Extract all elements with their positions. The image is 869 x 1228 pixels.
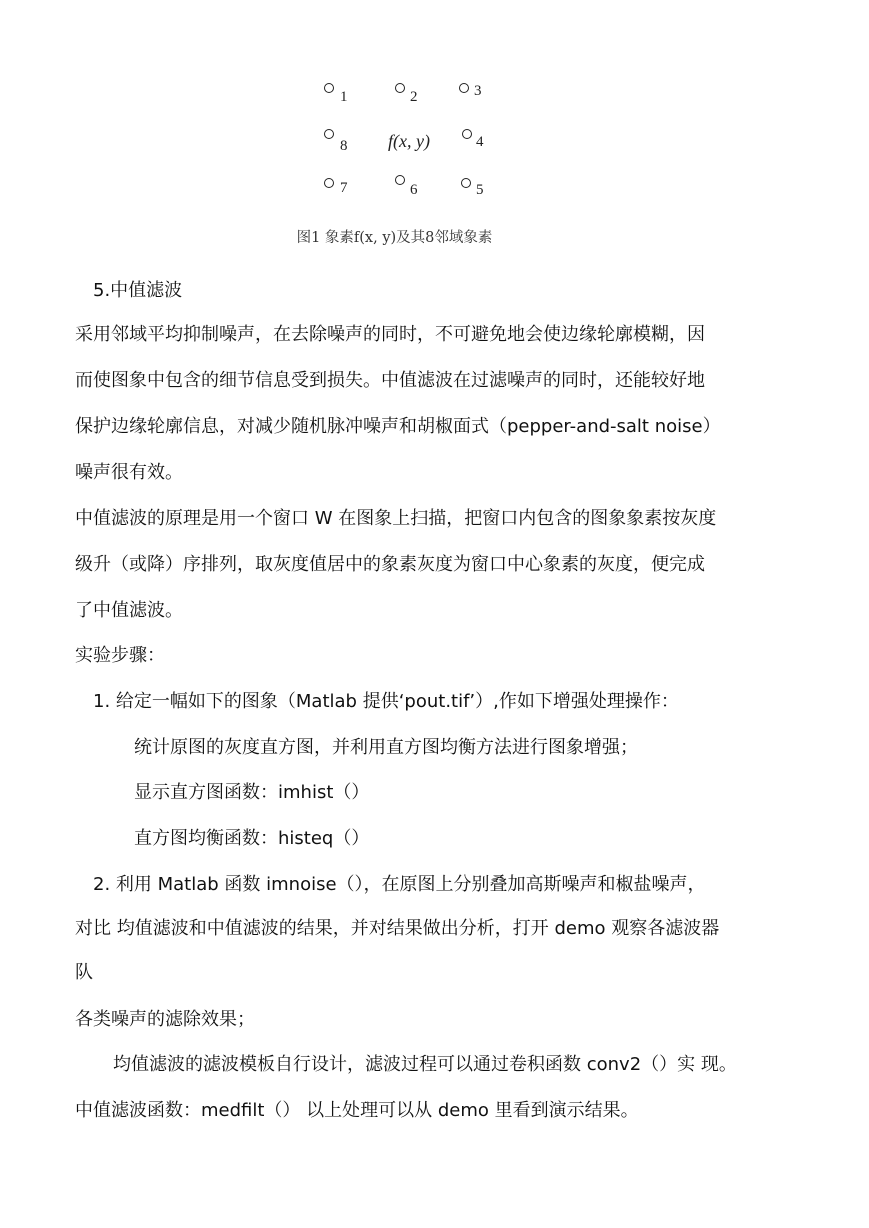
steps-heading: 实验步骤： [75, 645, 165, 666]
step-1-detail: 统计原图的灰度直方图，并利用直方图均衡方法进行图象增强； [134, 737, 638, 758]
step-2: 2. 利用 Matlab 函数 imnoise（），在原图上分别叠加高斯噪声和椒盐噪声， [93, 874, 706, 895]
neighbor-label-6: 6 [410, 182, 418, 198]
figure-caption: 图1 象素f(x, y)及其8邻域象素 [296, 230, 493, 246]
paragraph-line: 了中值滤波。 [75, 600, 183, 621]
step-2-line: 队 [75, 962, 93, 983]
step-1: 1. 给定一幅如下的图象（Matlab 提供‘pout.tif’）,作如下增强处理操作： [93, 691, 679, 712]
step-2-line: 中值滤波函数：medfilt（） 以上处理可以从 demo 里看到演示结果。 [75, 1100, 639, 1121]
paragraph-line: 保护边缘轮廓信息，对减少随机脉冲噪声和胡椒面式（pepper-and-salt noise） [75, 416, 721, 437]
paragraph-line: 级升（或降）序排列，取灰度值居中的象素灰度为窗口中心象素的灰度，便完成 [75, 554, 705, 575]
neighbor-pixel-1 [324, 83, 334, 93]
neighbor-label-7: 7 [340, 180, 348, 196]
neighbor-label-2: 2 [410, 89, 418, 105]
neighbor-pixel-6 [395, 175, 405, 185]
paragraph-line: 而使图象中包含的细节信息受到损失。中值滤波在过滤噪声的同时，还能较好地 [75, 370, 705, 391]
paragraph-line: 噪声很有效。 [75, 462, 183, 483]
neighbor-label-3: 3 [474, 83, 482, 99]
step-2-line: 均值滤波的滤波模板自行设计，滤波过程可以通过卷积函数 conv2（）实 现。 [113, 1054, 737, 1075]
paragraph-line: 采用邻域平均抑制噪声，在去除噪声的同时，不可避免地会使边缘轮廓模糊，因 [75, 324, 705, 345]
step-1-detail: 直方图均衡函数：histeq（） [134, 828, 370, 849]
neighbor-pixel-2 [395, 83, 405, 93]
neighbor-pixel-4 [462, 129, 472, 139]
step-1-detail: 显示直方图函数：imhist（） [134, 782, 370, 803]
neighbor-label-5: 5 [476, 182, 484, 198]
neighbor-pixel-5 [461, 178, 471, 188]
neighbor-pixel-8 [324, 129, 334, 139]
paragraph-line: 中值滤波的原理是用一个窗口 W 在图象上扫描，把窗口内包含的图象象素按灰度 [75, 508, 717, 529]
neighbor-pixel-3 [459, 83, 469, 93]
center-pixel-label: f(x, y) [388, 131, 430, 151]
step-2-line: 对比 均值滤波和中值滤波的结果，并对结果做出分析，打开 demo 观察各滤波器 [75, 918, 720, 939]
section-heading: 5.中值滤波 [93, 280, 183, 301]
neighbor-label-1: 1 [340, 89, 348, 105]
step-2-line: 各类噪声的滤除效果； [75, 1009, 255, 1030]
neighbor-label-4: 4 [476, 134, 484, 150]
neighbor-label-8: 8 [340, 138, 348, 154]
neighbor-pixel-7 [324, 178, 334, 188]
